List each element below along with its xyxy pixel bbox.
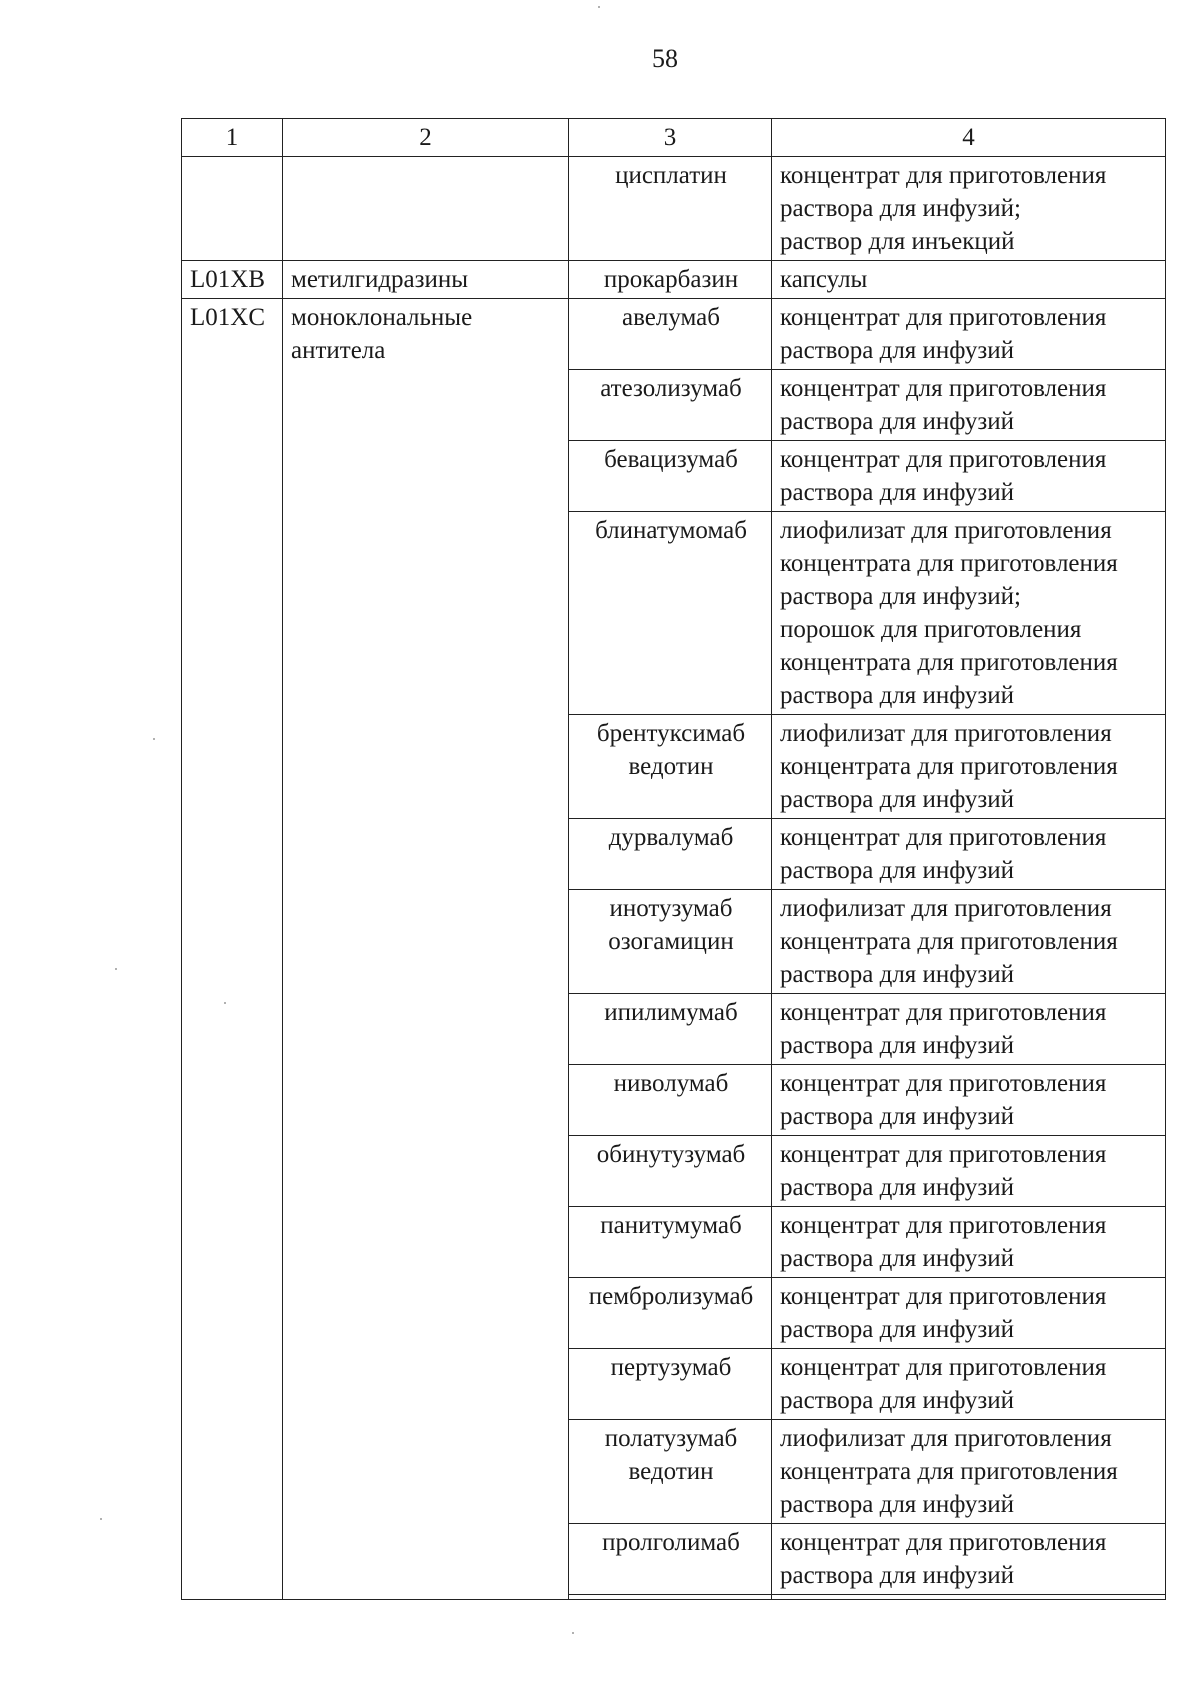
drug-name-cell [569,370,772,441]
dosage-form-line: раствора для инфузий [780,479,1015,506]
dosage-form-cell [772,1524,1166,1595]
dosage-form-line: раствора для инфузий [780,961,1015,988]
dosage-form-line: порошок для приготовления [780,616,1082,643]
drug-name-line: панитумумаб [600,1212,742,1239]
drug-name-cell [569,715,772,819]
header-cell: 4 [772,119,1166,157]
table-row [182,157,1166,261]
dosage-form-line: раствора для инфузий [780,857,1015,884]
dosage-form-line: концентрата для приготовления [780,753,1118,780]
table-row [182,299,1166,370]
dosage-form-line: концентрат для приготовления [780,1354,1107,1381]
dosage-form-line: раствора для инфузий [780,1387,1015,1414]
drug-name-line: бевацизумаб [604,446,738,473]
header-cell: 1 [182,119,283,157]
drug-name-line: инотузумаб [609,895,733,922]
dosage-form-line: концентрат для приготовления [780,446,1107,473]
dosage-form-cell [772,819,1166,890]
dosage-form-cell [772,512,1166,715]
drug-name-cell [569,1524,772,1595]
dosage-form-line: раствор для инъекций [780,228,1015,255]
dosage-form-line: капсулы [772,261,1166,299]
dosage-form-line: раствора для инфузий [780,1032,1015,1059]
drug-name-line: обинутузумаб [596,1141,746,1168]
drug-name-line: блинатумомаб [595,517,747,544]
drug-name-cell [569,299,772,370]
dosage-form-cell [772,157,1166,261]
dosage-form-line: раствора для инфузий [780,682,1015,709]
table-row [182,261,1166,299]
group-name: метилгидразины [283,261,569,299]
dosage-form-line: раствора для инфузий [780,1316,1015,1343]
dosage-form-cell [772,1136,1166,1207]
dosage-form-cell [772,994,1166,1065]
dosage-form-line: концентрат для приготовления [780,1529,1107,1556]
header-cell: 2 [283,119,569,157]
dosage-form-cell [772,370,1166,441]
dosage-form-line: раствора для инфузий [780,337,1015,364]
empty-cell [569,1595,772,1600]
drug-name-cell [569,1065,772,1136]
group-cell [283,157,569,261]
group-cell [283,299,569,1600]
dosage-form-line: лиофилизат для приготовления [780,895,1112,922]
dosage-form-line: концентрат для приготовления [780,1070,1107,1097]
drug-name-cell [569,1278,772,1349]
table-header-row [182,119,1166,157]
dosage-form-line: концентрат для приготовления [780,999,1107,1026]
drug-table [181,118,1166,1600]
drug-name-line: полатузумаб [604,1425,738,1452]
atc-code: L01XB [182,261,283,299]
atc-code: L01XC [182,299,283,1600]
drug-name-cell [569,512,772,715]
drug-name-line: дурвалумаб [608,824,734,851]
dosage-form-line: концентрат для приготовления [780,304,1107,331]
dosage-form-line: концентрата для приготовления [780,1458,1118,1485]
group-name-line: моноклональные [291,304,473,331]
dosage-form-line: концентрат для приготовления [780,1141,1107,1168]
dosage-form-cell [772,890,1166,994]
dosage-form-cell [772,1349,1166,1420]
drug-name-cell [569,994,772,1065]
drug-name-line: пембролизумаб [588,1283,754,1310]
empty-cell [772,1595,1166,1600]
drug-name-line: атезолизумаб [600,375,742,402]
drug-name: прокарбазин [569,261,772,299]
header-cell: 3 [569,119,772,157]
dosage-form-cell [772,1420,1166,1524]
dosage-form-line: концентрата для приготовления [780,550,1118,577]
dosage-form-line: концентрат для приготовления [780,162,1107,189]
drug-name-cell [569,157,772,261]
dosage-form-line: концентрата для приготовления [780,928,1118,955]
dosage-form-line: лиофилизат для приготовления [780,720,1112,747]
drug-name-cell [569,819,772,890]
dosage-form-line: раствора для инфузий [780,1562,1015,1589]
dosage-form-cell [772,1207,1166,1278]
dosage-form-cell [772,1278,1166,1349]
dosage-form-cell [772,715,1166,819]
dosage-form-line: концентрат для приготовления [780,1283,1107,1310]
dosage-form-cell [772,1065,1166,1136]
drug-name-cell [569,1136,772,1207]
dosage-form-line: раствора для инфузий [780,1491,1015,1518]
drug-name-cell [569,890,772,994]
dosage-form-line: концентрат для приготовления [780,824,1107,851]
drug-name-line: ведотин [628,1458,714,1485]
drug-name-line: ведотин [628,753,714,780]
drug-name-line: авелумаб [622,304,720,331]
dosage-form-line: раствора для инфузий [780,786,1015,813]
atc-code-cell [182,157,283,261]
dosage-form-line: концентрат для приготовления [780,1212,1107,1239]
drug-name-line: озогамицин [608,928,734,955]
drug-name-line: брентуксимаб [596,720,746,747]
drug-name-cell [569,1420,772,1524]
drug-name: цисплатин [615,162,727,189]
dosage-form-line: раствора для инфузий [780,1174,1015,1201]
drug-name-line: ипилимумаб [604,999,738,1026]
dosage-form-line: раствора для инфузий [780,1103,1015,1130]
drug-name-cell [569,441,772,512]
drug-name-line: пертузумаб [610,1354,732,1381]
dosage-form-line: лиофилизат для приготовления [780,517,1112,544]
dosage-form-line: концентрат для приготовления [780,375,1107,402]
group-name-line: антитела [291,337,386,364]
dosage-form-line: концентрата для приготовления [780,649,1118,676]
drug-name-cell [569,1207,772,1278]
dosage-form-line: раствора для инфузий; [780,583,1021,610]
dosage-form-line: раствора для инфузий [780,1245,1015,1272]
page-number: 58 [652,44,678,73]
drug-name-cell [569,1349,772,1420]
drug-name-line: ниволумаб [613,1070,729,1097]
drug-name-line: пролголимаб [602,1529,740,1556]
dosage-form-cell [772,299,1166,370]
dosage-form-cell [772,441,1166,512]
dosage-form-line: раствора для инфузий [780,408,1015,435]
dosage-form-line: лиофилизат для приготовления [780,1425,1112,1452]
dosage-form-line: раствора для инфузий; [780,195,1021,222]
